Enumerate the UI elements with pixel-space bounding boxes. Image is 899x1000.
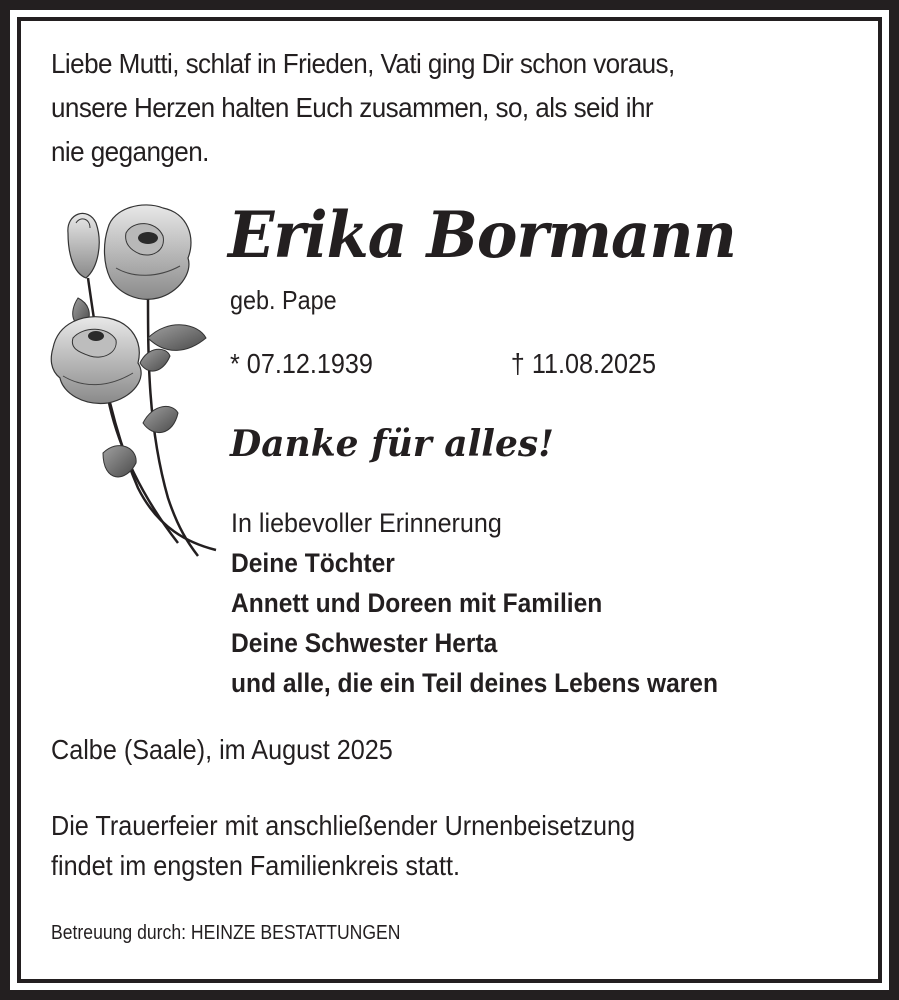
mourner-line: Annett und Doreen mit Familien — [231, 588, 603, 618]
intro-verse-line: Liebe Mutti, schlaf in Frieden, Vati ging Dir schon voraus, — [51, 48, 675, 79]
remembrance-line: In liebevoller Erinnerung — [231, 508, 502, 538]
intro-verse — [51, 42, 795, 174]
born-name: geb. Pape — [230, 285, 337, 315]
ceremony-notice — [51, 806, 635, 886]
life-dates — [230, 344, 680, 384]
thanks-line: Danke für alles! — [230, 423, 554, 465]
ceremony-line: findet im engsten Familienkreis statt. — [51, 850, 460, 881]
death-date: † 11.08.2025 — [510, 348, 657, 379]
deceased-name: Erika Bormann — [228, 198, 736, 273]
place-date: Calbe (Saale), im August 2025 — [51, 734, 393, 765]
mourners-list — [231, 543, 718, 703]
mourner-line: Deine Töchter — [231, 548, 395, 578]
roses-illustration-icon — [48, 198, 218, 558]
ceremony-line: Die Trauerfeier mit anschließender Urnenbeisetzung — [51, 810, 636, 841]
intro-verse-line: unsere Herzen halten Euch zusammen, so, als seid ihr — [51, 92, 654, 123]
birth-date: * 07.12.1939 — [230, 348, 373, 379]
mourner-line: Deine Schwester Herta — [231, 628, 498, 658]
intro-verse-line: nie gegangen. — [51, 136, 209, 167]
funeral-home-credit: Betreuung durch: HEINZE BESTATTUNGEN — [51, 922, 401, 944]
mourner-line: und alle, die ein Teil deines Lebens waren — [231, 668, 718, 698]
